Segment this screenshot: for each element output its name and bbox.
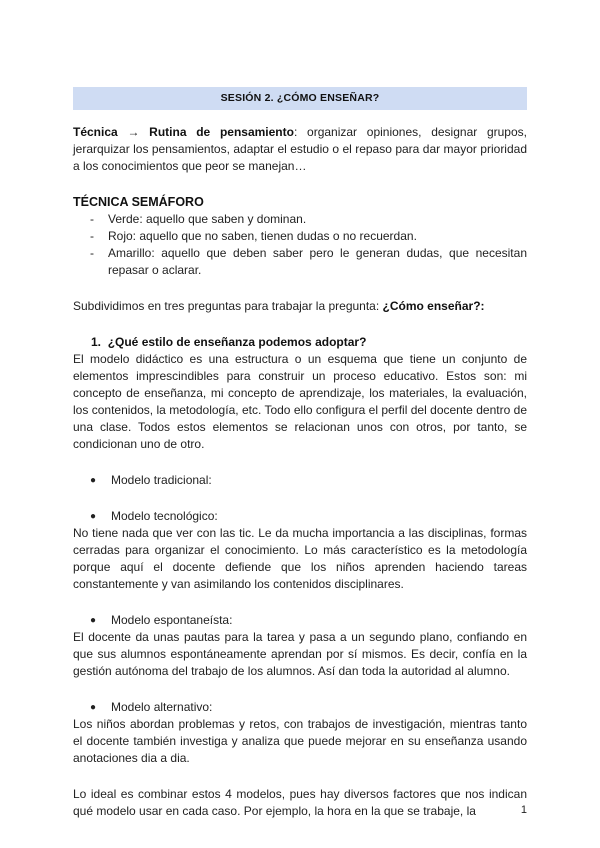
model-alternativo-description: Los niños abordan problemas y retos, con trabajos de investigación, mientras tanto el docente también investiga y analiza que puede mejorar en su enseñanza usando anotaciones dia a dia. bbox=[73, 717, 527, 765]
dash-icon: - bbox=[90, 246, 94, 260]
closing-paragraph: Lo ideal es combinar estos 4 modelos, pues hay diversos factores que nos indican qué modelo usar en cada caso. Por ejemplo, la hora en la que se trabaje, la bbox=[73, 787, 527, 818]
intro-text: : organizar opiniones, designar grupos, jerarquizar los pensamientos, adaptar el estudio o el repaso para dar mayor prioridad a los conocimientos que peor se manejan… bbox=[73, 125, 527, 173]
session-title: SESIÓN 2. ¿CÓMO ENSEÑAR? bbox=[73, 87, 527, 110]
model-espontaneista-label: ● Modelo espontaneísta: bbox=[90, 613, 233, 627]
model-alternativo-label: ● Modelo alternativo: bbox=[90, 700, 213, 714]
semaforo-item-rojo: Rojo: aquello que no saben, tienen dudas o no recuerdan. bbox=[108, 229, 417, 243]
list-item bbox=[73, 245, 527, 279]
dash-icon: - bbox=[90, 212, 94, 226]
bullet-icon: ● bbox=[90, 475, 97, 486]
subdivision-bold: ¿Cómo enseñar?: bbox=[382, 299, 485, 313]
arrow-icon: → bbox=[127, 125, 140, 139]
model-tecnologico-label: ● Modelo tecnológico: bbox=[90, 509, 218, 523]
intro-rutina: Rutina de pensamiento bbox=[149, 125, 294, 139]
list-item bbox=[73, 211, 527, 228]
question-1-heading bbox=[73, 334, 527, 351]
page-number: 1 bbox=[520, 804, 527, 816]
list-item bbox=[73, 228, 527, 245]
subdivision-paragraph bbox=[73, 298, 527, 315]
question-1-title: ¿Qué estilo de enseñanza podemos adoptar? bbox=[107, 335, 367, 349]
semaforo-heading: TÉCNICA SEMÁFORO bbox=[73, 195, 204, 209]
bullet-icon: ● bbox=[90, 511, 97, 522]
model-tradicional-label: ● Modelo tradicional: bbox=[90, 473, 212, 487]
bullet-icon: ● bbox=[90, 615, 97, 626]
dash-icon: - bbox=[90, 229, 94, 243]
model-espontaneista-description: El docente da unas pautas para la tarea y pasa a un segundo plano, confiando en que sus alumnos espontáneamente aprendan por sí mismos. Es decir, confía en la gestión autónoma del trabajo de los alumnos. Así dan toda la autoridad al alumno. bbox=[73, 630, 527, 678]
semaforo-list bbox=[73, 211, 527, 279]
model-tecnologico-description: No tiene nada que ver con las tic. Le da mucha importancia a las disciplinas, formas cerradas para organizar el conocimiento. Lo más característico es la metodología porque aquí el docente defiende que los niños aprenden haciendo tareas constantemente y van asimilando los contenidos disciplinares. bbox=[73, 526, 527, 591]
semaforo-item-verde: Verde: aquello que saben y dominan. bbox=[108, 212, 307, 226]
question-1-body: El modelo didáctico es una estructura o un esquema que tiene un conjunto de elementos imprescindibles para construir un proceso educativo. Estos son: mi concepto de enseñanza, mi concepto de aprendizaje, los materiales, la evaluación, los contenidos, la metodología, etc. Todo ello configura el perfil del docente dentro de una clase. Todos estos elementos se relacionan unos con otros, por tanto, se condicionan uno de otro. bbox=[73, 352, 527, 451]
intro-paragraph bbox=[73, 124, 527, 175]
page-content bbox=[73, 87, 527, 820]
intro-tecnica: Técnica bbox=[73, 125, 118, 139]
semaforo-item-amarillo: Amarillo: aquello que deben saber pero le generan dudas, que necesitan repasar o aclarar. bbox=[108, 246, 527, 277]
bullet-icon: ● bbox=[90, 702, 97, 713]
subdivision-text: Subdividimos en tres preguntas para trabajar la pregunta: bbox=[73, 299, 383, 313]
question-1-number: 1. bbox=[91, 335, 102, 349]
